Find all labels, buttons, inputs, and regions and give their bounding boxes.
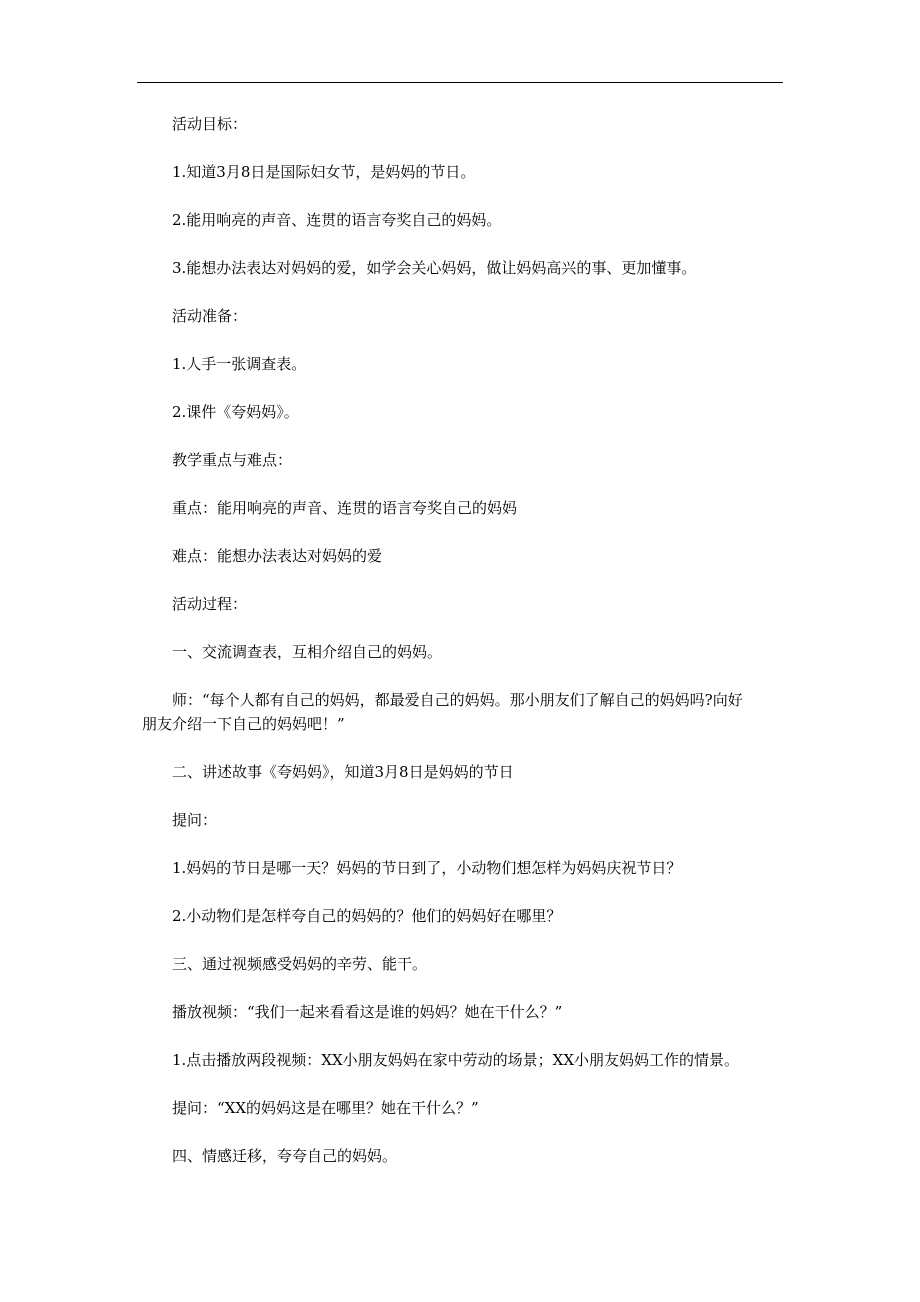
process-step-3: 三、通过视频感受妈妈的辛劳、能干。 <box>172 955 428 973</box>
goal-item-3: 3.能想办法表达对妈妈的爱，如学会关心妈妈，做让妈妈高兴的事、更加懂事。 <box>172 259 697 277</box>
prep-item-2: 2.课件《夸妈妈》。 <box>172 403 299 421</box>
heading-key-points: 教学重点与难点： <box>172 451 293 469</box>
goal-item-2: 2.能用响亮的声音、连贯的语言夸奖自己的妈妈。 <box>172 211 502 229</box>
teacher-quote-line-1: 师：“每个人都有自己的妈妈，都最爱自己的妈妈。那小朋友们了解自己的妈妈吗?向好 <box>172 691 743 709</box>
video-question: 提问：“XX的妈妈这是在哪里？她在干什么？” <box>172 1099 479 1117</box>
heading-activity-goals: 活动目标： <box>172 115 248 133</box>
process-step-1: 一、交流调查表，互相介绍自己的妈妈。 <box>172 643 443 661</box>
question-label: 提问： <box>172 811 218 829</box>
prep-item-1: 1.人手一张调查表。 <box>172 355 307 373</box>
process-step-4: 四、情感迁移，夸夸自己的妈妈。 <box>172 1147 398 1165</box>
question-2: 2.小动物们是怎样夸自己的妈妈的？他们的妈妈好在哪里？ <box>172 907 562 925</box>
key-point: 重点：能用响亮的声音、连贯的语言夸奖自己的妈妈 <box>172 499 518 517</box>
heading-activity-process: 活动过程： <box>172 595 248 613</box>
question-1: 1.妈妈的节日是哪一天？妈妈的节日到了，小动物们想怎样为妈妈庆祝节日？ <box>172 859 682 877</box>
process-step-2: 二、讲述故事《夸妈妈》，知道3月8日是妈妈的节日 <box>172 763 514 781</box>
teacher-quote <box>142 688 784 736</box>
header-rule <box>137 82 783 83</box>
teacher-quote-line-2: 朋友介绍一下自己的妈妈吧！” <box>142 715 345 733</box>
goal-item-1: 1.知道3月8日是国际妇女节，是妈妈的节日。 <box>172 163 476 181</box>
video-prompt: 播放视频：“我们一起来看看这是谁的妈妈？她在干什么？” <box>172 1003 563 1021</box>
difficult-point: 难点：能想办法表达对妈妈的爱 <box>172 547 383 565</box>
video-item-1: 1.点击播放两段视频：XX小朋友妈妈在家中劳动的场景；XX小朋友妈妈工作的情景。 <box>172 1051 740 1069</box>
heading-activity-prep: 活动准备： <box>172 307 248 325</box>
